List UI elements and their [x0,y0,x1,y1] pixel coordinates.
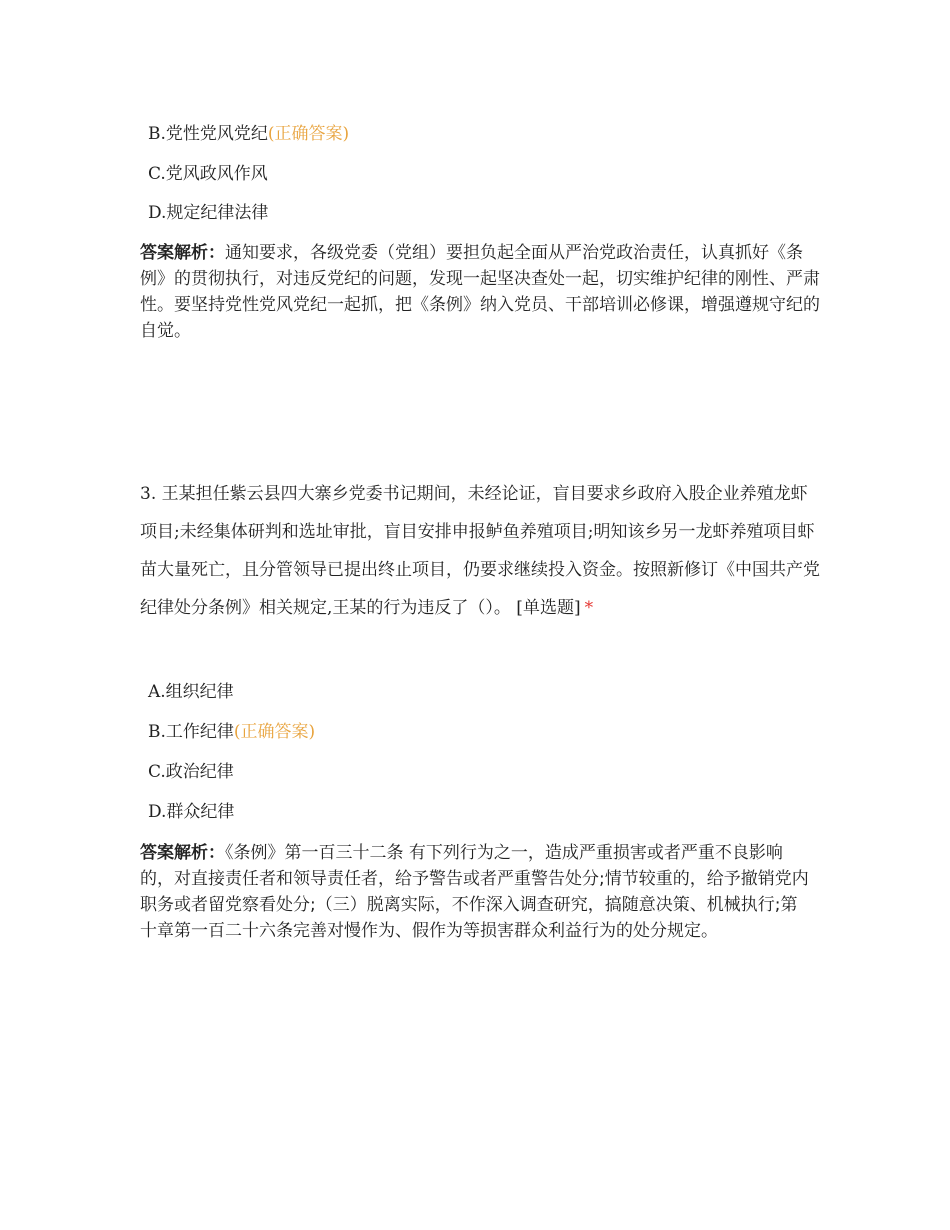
q3-option-d [148,801,234,823]
analysis-text: 通知要求，各级党委（党组）要担负起全面从严治党政治责任，认真抓好《条例》的贯彻执行，对违反党纪的问题，发现一起坚决查处一起，切实维护纪律的刚性、严肃性。要坚持党性党风党纪一起抓，把《条例》纳入党员、干部培训必修课，增强遵规守纪的自觉。 [140,243,820,341]
q3-answer-analysis [140,840,810,944]
option-text: D.规定纪律法律 [148,203,269,223]
q2-option-c [148,163,268,185]
option-text: B.党性党风党纪 [148,124,268,144]
option-text: D.群众纪律 [148,802,235,822]
analysis-label: 答案解析： [140,843,225,863]
required-mark: * [584,598,594,618]
option-text: A.组织纪律 [148,682,234,702]
option-text: C.政治纪律 [148,762,234,782]
option-text: B.工作纪律 [148,722,234,742]
q3-question [140,475,820,627]
q2-option-b [148,123,349,145]
q2-option-d [148,202,268,224]
analysis-text: 《条例》第一百三十二条 有下列行为之一，造成严重损害或者严重不良影响的，对直接责任者和领导责任者，给予警告或者严重警告处分;情节较重的，给予撤销党内职务或者留党察看处分;（三）脱离实际，不作深入调查研究，搞随意决策、机械执行;第十章第一百二十六条完善对慢作为、假作为等损害群众利益行为的处分规定。 [140,843,809,941]
q3-option-a [148,681,234,703]
correct-answer-tag: (正确答案) [233,722,316,742]
q3-option-c [148,761,234,783]
question-text: 3. 王某担任紫云县四大寨乡党委书记期间，未经论证，盲目要求乡政府入股企业养殖龙虾项目;未经集体研判和选址审批，盲目安排申报鲈鱼养殖项目;明知该乡另一龙虾养殖项目虾苗大量死亡，且分管领导已提出终止项目，仍要求继续投入资金。按照新修订《中国共产党纪律处分条例》相关规定,王某的行为违反了（）。 [单选题] [140,484,820,618]
correct-answer-tag: (正确答案) [267,124,350,144]
q2-answer-analysis [140,240,820,344]
option-text: C.党风政风作风 [148,164,268,184]
analysis-label: 答案解析： [140,243,225,263]
q3-option-b [148,721,315,743]
